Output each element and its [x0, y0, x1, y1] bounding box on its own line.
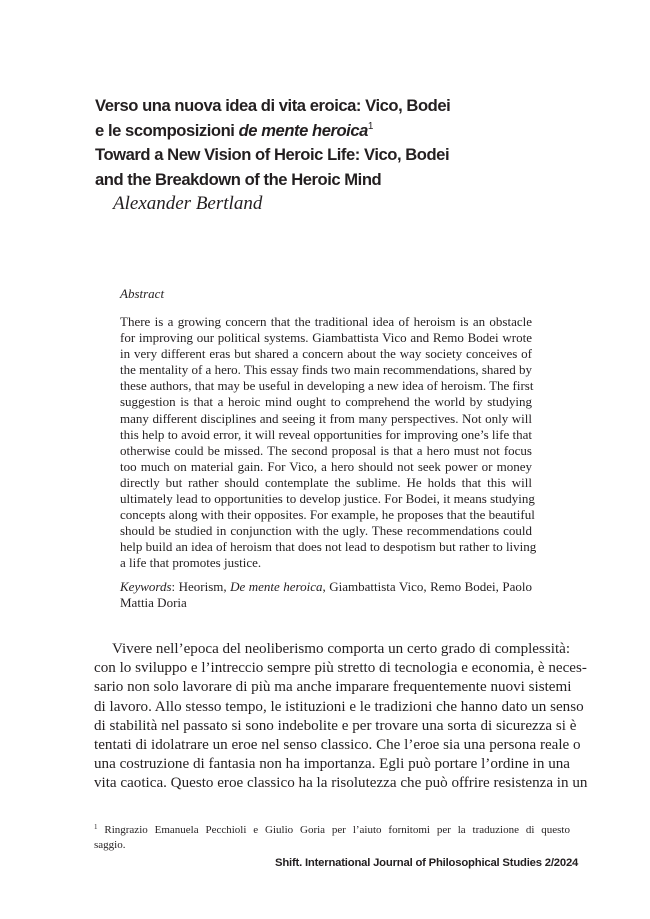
keyword-italic: De mente heroica — [230, 579, 323, 594]
abstract-line: concepts along with their opposites. For example, he proposes that the beautiful — [120, 507, 535, 523]
title-italian-line-1: Verso una nuova idea di vita eroica: Vico, Bodei — [95, 96, 451, 115]
body-line: tentati di idolatrare un eroe nel senso classico. Che l’eroe sia una persona reale o — [94, 737, 581, 754]
journal-footer: Shift. International Journal of Philosophical Studies 2/2024 — [275, 857, 579, 869]
abstract-body — [120, 314, 537, 572]
abstract-line: this help to avoid error, it will reveal opportunities for improving one’s life that — [120, 426, 532, 442]
abstract-line: the mentality of a hero. This essay finds two main recommendations, shared by — [120, 362, 533, 378]
abstract-line: these authors, that may be useful in developing a new idea of heroism. The first — [120, 378, 534, 394]
body-line: vita caotica. Questo eroe classico ha la risolutezza che può offrire resistenza in un — [94, 775, 588, 792]
body-line: una costruzione di fantasia non ha importanza. Egli può portare l’ordine in una — [94, 756, 570, 773]
abstract-line: otherwise could be missed. The second proposal is that a hero must not focus — [120, 442, 532, 458]
footnote-marker: 1 — [94, 823, 98, 831]
title-english-line-1: Toward a New Vision of Heroic Life: Vico, Bodei — [95, 145, 450, 164]
keywords — [120, 579, 532, 611]
abstract-line: should be studied in conjunction with the ugly. These recommendations could — [120, 523, 532, 539]
abstract-line: for improving our political systems. Giambattista Vico and Remo Bodei wrote — [120, 330, 532, 346]
footnote-line-1: $^1$ Ringrazio Emanuela Pecchioli e Giulio Goria per l’aiuto fornitomi per la traduzione di questo — [94, 823, 570, 836]
abstract-line: ultimately lead to opportunities to develop justice. For Bodei, it means studying — [120, 491, 535, 507]
abstract-line: in very different eras but shared a concern about the way society conceives of — [120, 346, 532, 362]
author-name: Alexander Bertland — [113, 193, 263, 214]
keywords-label: Keywords — [120, 579, 172, 594]
keywords-line-2: Mattia Doria — [120, 595, 187, 611]
body-line: di stabilità nel passato si sono indebolite e per trovare una sorta di sicurezza si è — [94, 717, 577, 734]
title-english-line-2: and the Breakdown of the Heroic Mind — [95, 169, 382, 189]
footnote — [94, 823, 570, 852]
title-italian-line-2: e le scomposizioni de mente heroica$^1$ — [95, 120, 374, 140]
abstract-line: many different disciplines and seeing it from many perspectives. Not only will — [120, 410, 532, 426]
article-title — [95, 94, 515, 192]
abstract-line: too much on material gain. For Vico, a hero should not seek power or money — [120, 458, 532, 474]
abstract-heading: Abstract — [120, 286, 165, 301]
keywords-line-1: Keywords: Heorism, De mente heroica, Giambattista Vico, Remo Bodei, Paolo — [120, 579, 532, 594]
abstract-line: suggestion is that a heroic mind ought to comprehend the world by studying — [120, 394, 532, 410]
body-line: sario non solo lavorare di più ma anche imparare frequentemente nuovi sistemi — [94, 679, 572, 696]
body-line: Vivere nell’epoca del neoliberismo comporta un certo grado di complessità: — [112, 641, 571, 657]
main-body-text — [94, 640, 588, 794]
abstract-line: a life that promotes justice. — [120, 555, 262, 571]
footnote-line-2: saggio. — [94, 838, 126, 851]
title-italic-latin: de mente heroica — [238, 120, 368, 140]
body-line: con lo sviluppo e l’intreccio sempre più stretto di tecnologia e economia, è neces- — [94, 660, 587, 677]
abstract-line: There is a growing concern that the traditional idea of heroism is an obstacle — [120, 314, 532, 329]
abstract-line: directly but rather should contemplate the sublime. He holds that this will — [120, 474, 532, 490]
title-footnote-marker[interactable]: 1 — [367, 120, 374, 132]
abstract-line: help build an idea of heroism that does not lead to despotism but rather to living — [120, 539, 537, 555]
body-line: di lavoro. Allo stesso tempo, le istituzioni e le tradizioni che hanno dato un senso — [94, 698, 584, 715]
